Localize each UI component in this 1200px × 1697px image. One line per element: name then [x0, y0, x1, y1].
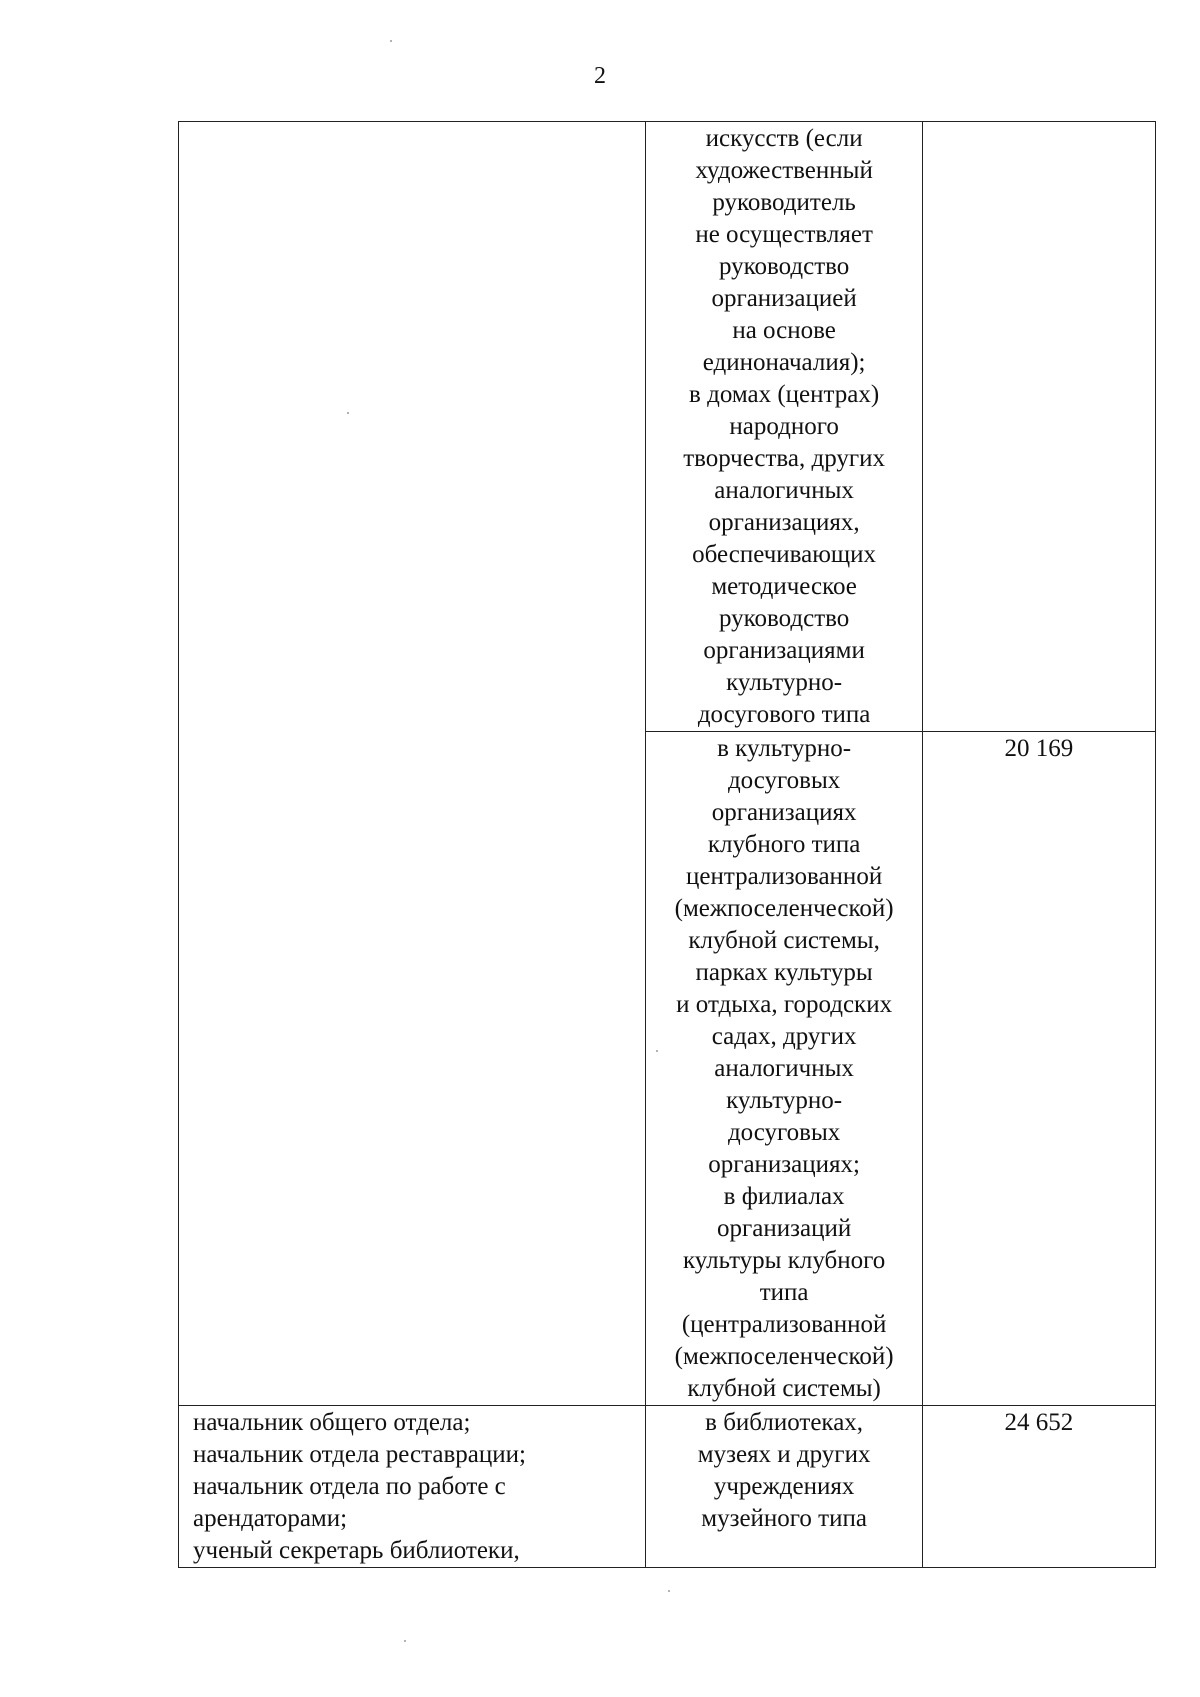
cell-text-line: на основе: [732, 317, 836, 344]
cell-text-line: в филиалах: [723, 1183, 845, 1210]
cell-text-line: начальник отдела реставрации;: [193, 1441, 526, 1468]
cell-text-line: методическое: [711, 573, 857, 600]
organization-cell: [646, 1406, 922, 1568]
value-cell: [922, 1406, 1155, 1568]
cell-text-line: организациях: [711, 799, 857, 826]
value-cell: [922, 122, 1155, 732]
cell-text-line: арендаторами;: [193, 1505, 348, 1532]
scan-speck: [668, 1590, 670, 1592]
cell-text-line: в домах (центрах): [689, 381, 880, 408]
cell-text-line: организациях,: [708, 509, 860, 536]
cell-text-line: единоначалия);: [702, 349, 866, 376]
cell-text-line: организацией: [711, 285, 857, 312]
cell-text-line: централизованной: [686, 863, 883, 890]
cell-text-line: обеспечивающих: [692, 541, 877, 568]
position-cell: [179, 122, 646, 1406]
cell-text-line: клубной системы): [687, 1375, 881, 1402]
organization-cell: [646, 122, 922, 732]
cell-text-line: (межпоселенческой): [674, 1343, 894, 1370]
cell-text-line: досугового типа: [697, 701, 871, 728]
salary-table: [178, 121, 1156, 1568]
salary-value: [923, 122, 1155, 123]
cell-text-line: музейного типа: [701, 1505, 867, 1532]
cell-text-line: культурно-: [726, 669, 843, 696]
page-number: 2: [594, 63, 606, 89]
cell-text-line: начальник отдела по работе с: [193, 1473, 506, 1500]
cell-text-line: творчества, других: [683, 445, 886, 472]
cell-text-line: руководство: [718, 253, 850, 280]
scan-speck: [347, 412, 349, 414]
cell-text-line: народного: [729, 413, 839, 440]
cell-text-line: не осуществляет: [695, 221, 873, 248]
table-row: [179, 1406, 1156, 1568]
cell-text-line: досуговых: [727, 767, 841, 794]
cell-text-line: ученый секретарь библиотеки,: [193, 1537, 520, 1564]
cell-text-line: учреждениях: [713, 1473, 855, 1500]
scan-speck: [404, 1640, 406, 1642]
cell-text-line: и отдыха, городских: [676, 991, 893, 1018]
cell-text-line: организациями: [703, 637, 865, 664]
scan-speck: [656, 1050, 658, 1052]
cell-text-line: в библиотеках,: [705, 1409, 864, 1436]
organization-cell: [646, 732, 922, 1406]
cell-text-line: клубного типа: [707, 831, 861, 858]
cell-text-line: типа: [759, 1279, 809, 1306]
cell-text-line: организаций: [717, 1215, 852, 1242]
cell-text-line: культурно-: [726, 1087, 843, 1114]
cell-text-line: клубной системы,: [688, 927, 880, 954]
value-cell: [922, 732, 1155, 1406]
cell-text-line: музеях и других: [697, 1441, 871, 1468]
cell-text-line: руководство: [718, 605, 850, 632]
cell-text-line: организациях;: [708, 1151, 860, 1178]
cell-text-line: (межпоселенческой): [674, 895, 894, 922]
cell-text-line: в культурно-: [717, 735, 852, 762]
cell-text-line: начальник общего отдела;: [193, 1409, 471, 1436]
cell-text-line: руководитель: [712, 189, 856, 216]
cell-text-line: досуговых: [727, 1119, 841, 1146]
scan-speck: [390, 40, 392, 42]
cell-text-line: аналогичных: [714, 1055, 854, 1082]
table-row: [179, 122, 1156, 732]
cell-text-line: искусств (если: [705, 125, 863, 152]
position-cell: [179, 1406, 646, 1568]
cell-text-line: культуры клубного: [682, 1247, 886, 1274]
cell-text-line: парках культуры: [695, 959, 873, 986]
cell-text-line: садах, других: [711, 1023, 857, 1050]
cell-text-line: аналогичных: [714, 477, 854, 504]
salary-value: 20 169: [1004, 735, 1074, 762]
cell-text-line: (централизованной: [681, 1311, 887, 1338]
salary-value: 24 652: [1004, 1409, 1074, 1436]
cell-text-line: художественный: [695, 157, 873, 184]
